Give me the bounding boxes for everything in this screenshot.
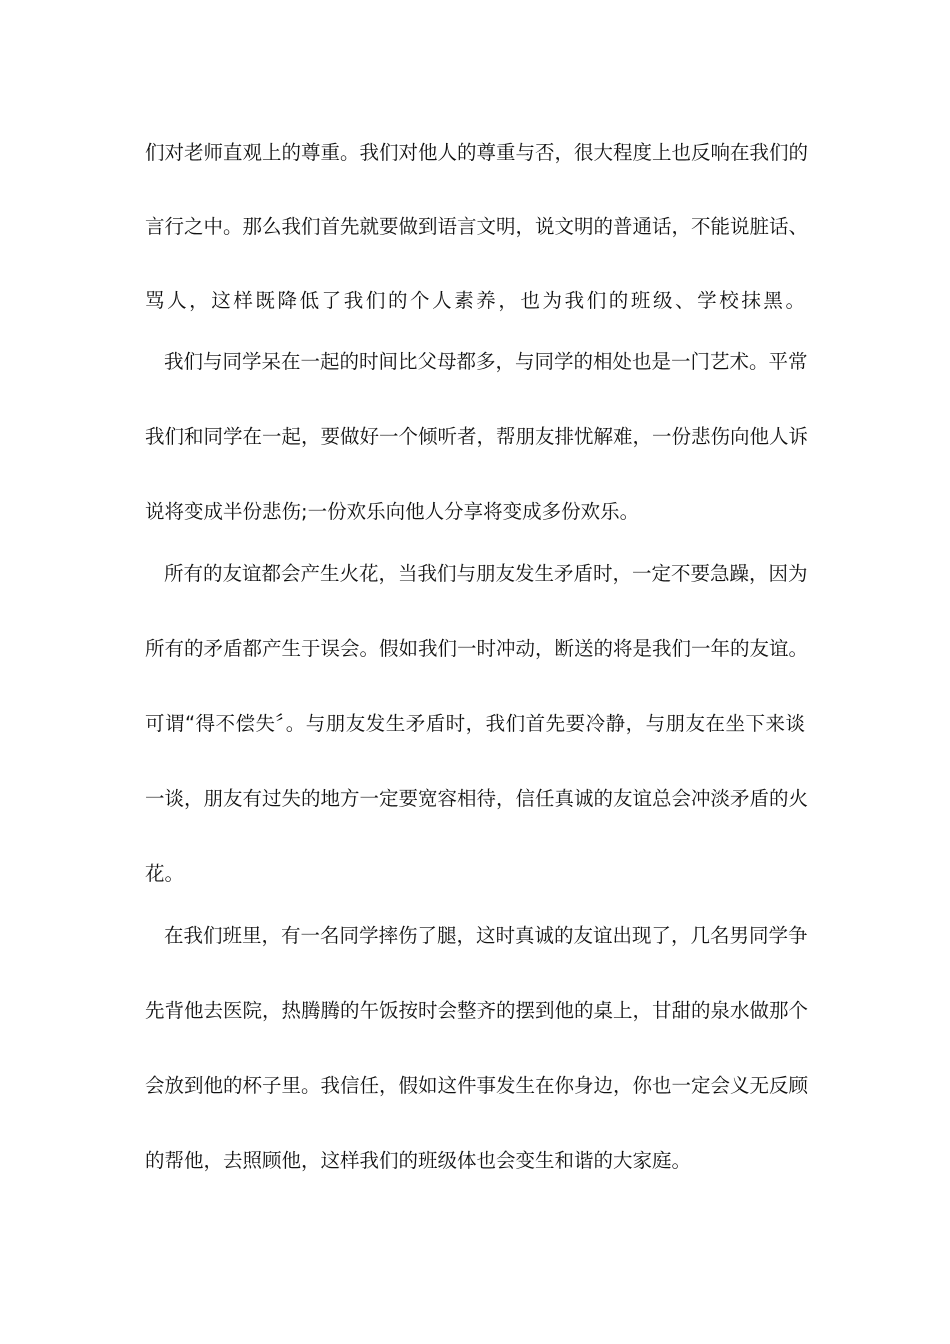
text-line: 说将变成半份悲伤;一份欢乐向他人分享将变成多份欢乐。: [145, 500, 640, 523]
paragraph-first-line: 在我们班里，有一名同学摔伤了腿，这时真诚的友谊出现了，几名男同学争: [164, 924, 808, 947]
text-line: 一谈，朋友有过失的地方一定要宽容相待，信任真诚的友谊总会冲淡矛盾的火: [145, 787, 809, 810]
text-line: 的帮他，去照顾他，这样我们的班级体也会变生和谐的大家庭。: [145, 1149, 692, 1172]
paragraph-first-line: 所有的友谊都会产生火花，当我们与朋友发生矛盾时，一定不要急躁，因为: [164, 562, 808, 585]
text-line: 先背他去医院，热腾腾的午饭按时会整齐的摆到他的桌上，甘甜的泉水做那个: [145, 999, 809, 1022]
text-line: 花。: [145, 862, 185, 885]
text-line: 可谓“得不偿失〞。与朋友发生矛盾时，我们首先要冷静，与朋友在坐下来谈: [145, 712, 806, 735]
text-line: 所有的矛盾都产生于误会。假如我们一时冲动，断送的将是我们一年的友谊。: [145, 637, 809, 660]
text-line: 会放到他的杯子里。我信任，假如这件事发生在你身边，你也一定会义无反顾: [145, 1074, 809, 1097]
paragraph-first-line: 我们与同学呆在一起的时间比父母都多，与同学的相处也是一门艺术。平常: [164, 350, 808, 373]
text-line: 骂人，这样既降低了我们的个人素养，也为我们的班级、学校抹黑。: [145, 289, 808, 312]
text-line: 言行之中。那么我们首先就要做到语言文明，说文明的普通话，不能说脏话、: [145, 215, 809, 238]
text-line: 们对老师直观上的尊重。我们对他人的尊重与否，很大程度上也反响在我们的: [145, 141, 809, 164]
text-line: 我们和同学在一起，要做好一个倾听者，帮朋友排忧解难，一份悲伤向他人诉: [145, 425, 809, 448]
